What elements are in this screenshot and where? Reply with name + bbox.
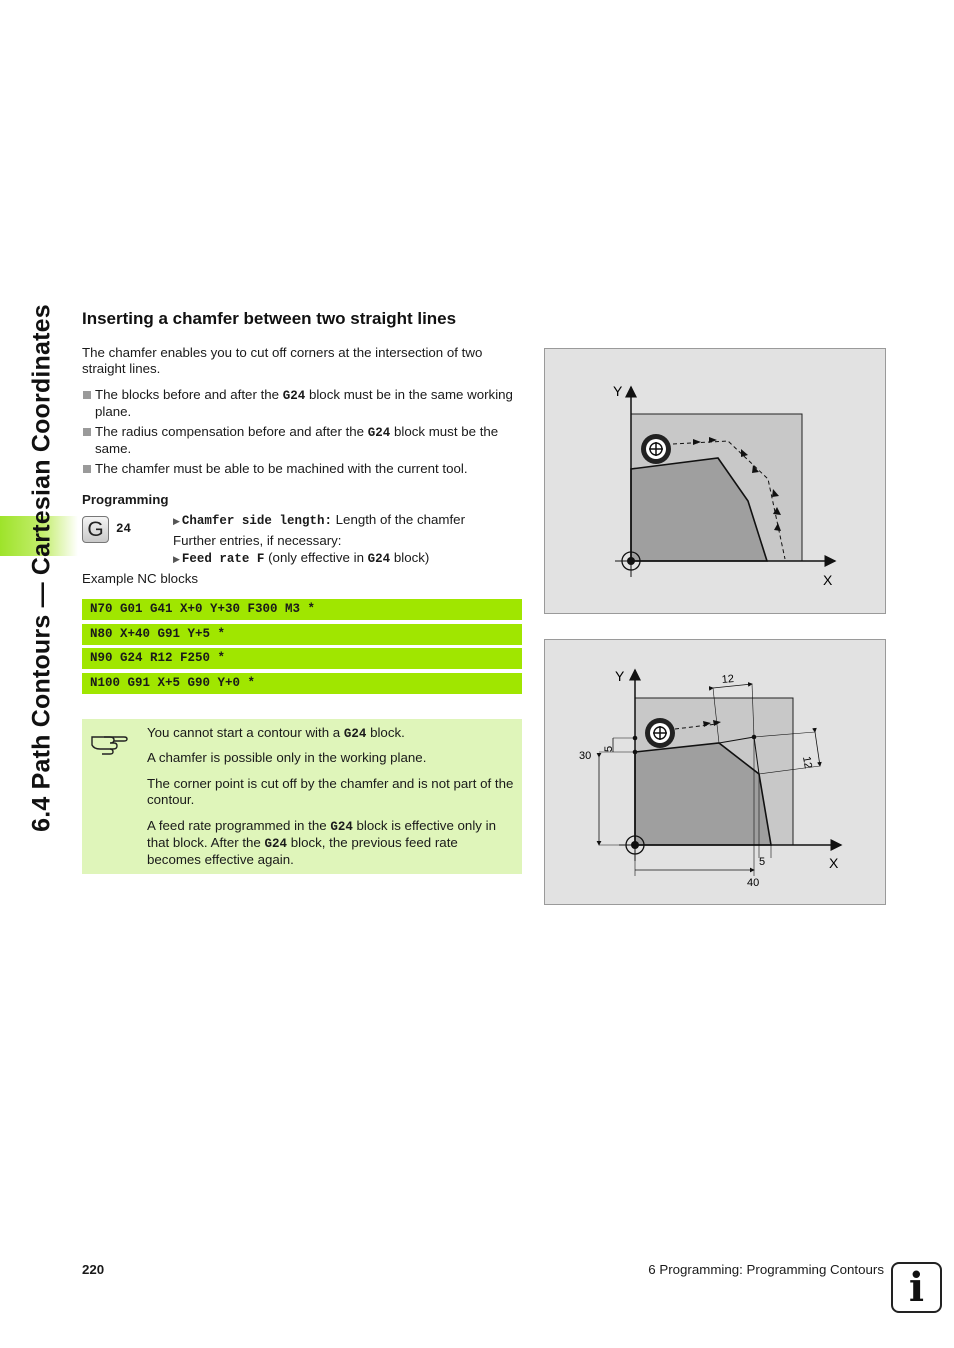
dimension-12-right: 12 — [800, 755, 814, 770]
chamfer-figure-2 — [544, 639, 886, 905]
info-icon: i — [891, 1262, 942, 1313]
g-function-number: 24 — [116, 522, 132, 536]
note-text: You cannot start a contour with a G24 block. — [147, 725, 405, 741]
note-box — [82, 719, 522, 874]
dimension-5-bottom: 5 — [759, 856, 766, 868]
nc-block: N100 G91 X+5 G90 Y+0 * — [82, 673, 522, 694]
bullet-item: The radius compensation before and after the G24 block must be the same. — [82, 424, 527, 457]
page-number: 220 — [82, 1262, 105, 1277]
y-axis-label: Y — [613, 383, 623, 399]
footer-chapter-title: 6 Programming: Programming Contours — [648, 1262, 884, 1277]
further-entries-text: Further entries, if necessary: — [173, 533, 342, 548]
bullet-item: The blocks before and after the G24 block must be in the same working plane. — [82, 387, 527, 420]
dimension-30: 30 — [579, 750, 592, 762]
section-heading: Inserting a chamfer between two straight lines — [82, 309, 457, 328]
g-key-icon: G — [82, 516, 109, 543]
nc-block: N80 X+40 G91 Y+5 * — [82, 624, 522, 645]
bullet-square-icon — [83, 391, 91, 399]
bullet-square-icon — [83, 465, 91, 473]
param-feed-rate: ▶ Feed rate F (only effective in G24 block) — [173, 550, 430, 566]
example-label: Example NC blocks — [82, 571, 199, 586]
chamfer-dimension-diagram — [545, 640, 885, 904]
pointing-hand-icon — [90, 727, 130, 755]
x-axis-label: X — [829, 855, 839, 871]
bullet-item: The chamfer must be able to be machined with the current tool. — [82, 461, 527, 477]
y-axis-label: Y — [615, 668, 625, 684]
chamfer-figure-1 — [544, 348, 886, 614]
x-axis-label: X — [823, 572, 833, 588]
chapter-side-title: 6.4 Path Contours — Cartesian Coordinates — [27, 304, 56, 832]
bullet-square-icon — [83, 428, 91, 436]
programming-heading: Programming — [82, 492, 169, 507]
dimension-12-top: 12 — [721, 672, 735, 686]
param-chamfer-side-length: ▶ Chamfer side length: Length of the chamfer — [173, 512, 466, 528]
triangle-right-icon: ▶ — [173, 516, 180, 526]
note-text: A feed rate programmed in the G24 block is effective only in that block. After the G24 block, the previous feed rate becomes effective again. — [147, 818, 496, 867]
nc-block: N70 G01 G41 X+0 Y+30 F300 M3 * — [82, 599, 522, 620]
intro-paragraph: The chamfer enables you to cut off corners at the intersection of two straight lines. — [82, 345, 483, 376]
chamfer-path-diagram — [545, 349, 885, 613]
note-text: A chamfer is possible only in the working plane. — [147, 750, 427, 765]
dimension-5-left: 5 — [603, 745, 615, 752]
nc-block: N90 G24 R12 F250 * — [82, 648, 522, 669]
triangle-right-icon: ▶ — [173, 554, 180, 564]
note-text: The corner point is cut off by the chamfer and is not part of the contour. — [147, 776, 514, 807]
dimension-40: 40 — [747, 877, 760, 889]
